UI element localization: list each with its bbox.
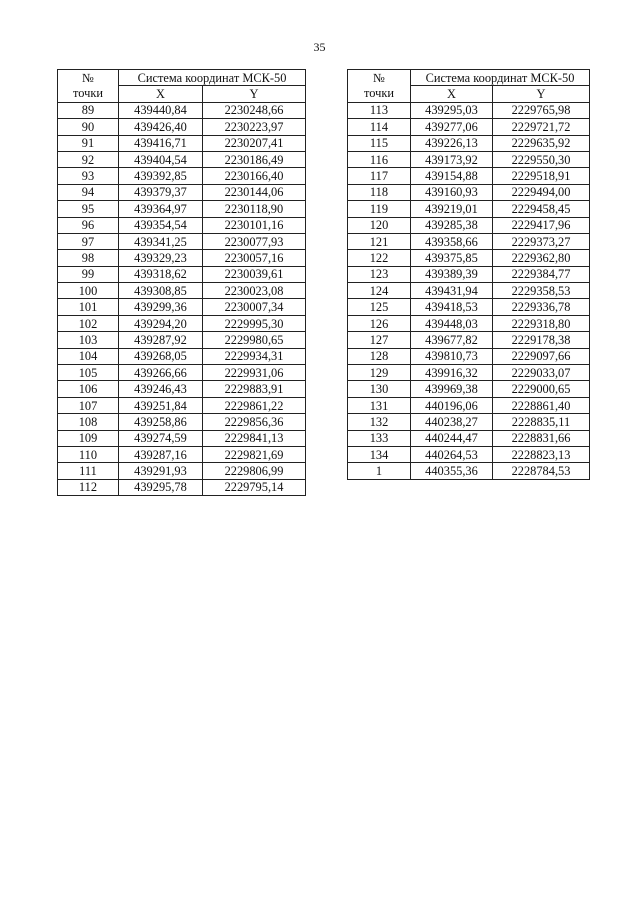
y-coordinate-cell: 2228835,11: [493, 414, 590, 430]
y-coordinate-cell: 2229318,80: [493, 315, 590, 331]
table-row: [348, 283, 590, 299]
table-row: [348, 430, 590, 446]
x-coordinate-cell: 439295,78: [119, 479, 203, 495]
point-number-cell: 130: [348, 381, 411, 397]
table-row: [58, 266, 306, 282]
y-coordinate-cell: 2230186,49: [203, 151, 306, 167]
y-coordinate-cell: 2229000,65: [493, 381, 590, 397]
y-coordinate-cell: 2230223,97: [203, 119, 306, 135]
y-coordinate-cell: 2229494,00: [493, 184, 590, 200]
table-row: [348, 348, 590, 364]
y-coordinate-cell: 2229178,38: [493, 332, 590, 348]
x-coordinate-cell: 439266,66: [119, 365, 203, 381]
table-row: [348, 151, 590, 167]
point-number-cell: 97: [58, 233, 119, 249]
table-row: [348, 201, 590, 217]
x-coordinate-cell: 439404,54: [119, 151, 203, 167]
table-row: [348, 184, 590, 200]
x-column-header: X: [411, 86, 493, 102]
table-row: [348, 397, 590, 413]
table-row: [348, 119, 590, 135]
x-column-header: X: [119, 86, 203, 102]
table-row: [348, 332, 590, 348]
y-coordinate-cell: 2229097,66: [493, 348, 590, 364]
table-row: [58, 397, 306, 413]
x-coordinate-cell: 439287,92: [119, 332, 203, 348]
x-coordinate-cell: 439364,97: [119, 201, 203, 217]
table-header-row: [58, 70, 306, 86]
point-number-cell: 131: [348, 397, 411, 413]
table-row: [58, 250, 306, 266]
point-number-header-label: точки: [72, 85, 103, 100]
x-coordinate-cell: 439287,16: [119, 446, 203, 462]
point-number-cell: 90: [58, 119, 119, 135]
point-number-cell: 125: [348, 299, 411, 315]
x-coordinate-cell: 439173,92: [411, 151, 493, 167]
y-coordinate-cell: 2229518,91: [493, 168, 590, 184]
table-row: [58, 479, 306, 495]
point-number-header-label: точки: [363, 85, 394, 100]
x-coordinate-cell: 439379,37: [119, 184, 203, 200]
y-coordinate-cell: 2229550,30: [493, 151, 590, 167]
x-coordinate-cell: 439294,20: [119, 315, 203, 331]
point-number-cell: 133: [348, 430, 411, 446]
y-coordinate-cell: 2229856,36: [203, 414, 306, 430]
x-coordinate-cell: 439440,84: [119, 102, 203, 118]
table-row: [58, 151, 306, 167]
y-coordinate-cell: 2229336,78: [493, 299, 590, 315]
point-number-cell: 118: [348, 184, 411, 200]
y-coordinate-cell: 2230023,08: [203, 283, 306, 299]
table-row: [348, 315, 590, 331]
table-row: [348, 266, 590, 282]
coordinates-table-body-left: [58, 102, 306, 495]
table-row: [348, 381, 590, 397]
table-row: [348, 414, 590, 430]
x-coordinate-cell: 439810,73: [411, 348, 493, 364]
point-number-header: [348, 70, 411, 103]
table-row: [348, 463, 590, 479]
point-number-cell: 123: [348, 266, 411, 282]
x-coordinate-cell: 439969,38: [411, 381, 493, 397]
point-number-cell: 116: [348, 151, 411, 167]
coordinates-table-left: [57, 69, 306, 496]
table-row: [58, 365, 306, 381]
point-number-cell: 108: [58, 414, 119, 430]
table-row: [58, 332, 306, 348]
x-coordinate-cell: 439274,59: [119, 430, 203, 446]
point-number-cell: 117: [348, 168, 411, 184]
y-coordinate-cell: 2228861,40: [493, 397, 590, 413]
y-coordinate-cell: 2229362,80: [493, 250, 590, 266]
x-coordinate-cell: 439318,62: [119, 266, 203, 282]
point-number-cell: 99: [58, 266, 119, 282]
table-row: [58, 119, 306, 135]
x-coordinate-cell: 439154,88: [411, 168, 493, 184]
table-row: [348, 233, 590, 249]
y-coordinate-cell: 2229841,13: [203, 430, 306, 446]
x-coordinate-cell: 439226,13: [411, 135, 493, 151]
y-coordinate-cell: 2229384,77: [493, 266, 590, 282]
y-coordinate-cell: 2229934,31: [203, 348, 306, 364]
point-number-cell: 91: [58, 135, 119, 151]
table-row: [58, 348, 306, 364]
x-coordinate-cell: 439389,39: [411, 266, 493, 282]
y-coordinate-cell: 2229861,22: [203, 397, 306, 413]
y-coordinate-cell: 2228831,66: [493, 430, 590, 446]
table-row: [58, 446, 306, 462]
point-number-cell: 111: [58, 463, 119, 479]
table-row: [58, 283, 306, 299]
y-coordinate-cell: 2230166,40: [203, 168, 306, 184]
coordinates-table-right: [347, 69, 590, 480]
y-coordinate-cell: 2229883,91: [203, 381, 306, 397]
point-number-cell: 124: [348, 283, 411, 299]
y-coordinate-cell: 2230039,61: [203, 266, 306, 282]
y-coordinate-cell: 2229033,07: [493, 365, 590, 381]
point-number-cell: 113: [348, 102, 411, 118]
table-row: [58, 463, 306, 479]
point-number-cell: 128: [348, 348, 411, 364]
y-coordinate-cell: 2229417,96: [493, 217, 590, 233]
coordinate-system-header: Система координат МСК-50: [411, 70, 590, 86]
x-coordinate-cell: 439160,93: [411, 184, 493, 200]
y-coordinate-cell: 2230007,34: [203, 299, 306, 315]
y-coordinate-cell: 2229765,98: [493, 102, 590, 118]
y-coordinate-cell: 2230077,93: [203, 233, 306, 249]
table-row: [58, 201, 306, 217]
point-number-cell: 126: [348, 315, 411, 331]
x-coordinate-cell: 439418,53: [411, 299, 493, 315]
x-coordinate-cell: 439448,03: [411, 315, 493, 331]
x-coordinate-cell: 440264,53: [411, 446, 493, 462]
y-coordinate-cell: 2229373,27: [493, 233, 590, 249]
y-coordinate-cell: 2230118,90: [203, 201, 306, 217]
table-row: [58, 299, 306, 315]
table-row: [58, 430, 306, 446]
table-row: [58, 233, 306, 249]
y-coordinate-cell: 2229635,92: [493, 135, 590, 151]
point-number-cell: 120: [348, 217, 411, 233]
point-number-cell: 92: [58, 151, 119, 167]
x-coordinate-cell: 439299,36: [119, 299, 203, 315]
table-row: [58, 135, 306, 151]
table-row: [348, 135, 590, 151]
point-number-cell: 110: [58, 446, 119, 462]
point-number-cell: 121: [348, 233, 411, 249]
table-row: [348, 365, 590, 381]
x-coordinate-cell: 439277,06: [411, 119, 493, 135]
x-coordinate-cell: 439375,85: [411, 250, 493, 266]
table-row: [348, 250, 590, 266]
y-coordinate-cell: 2230207,41: [203, 135, 306, 151]
point-number-cell: 114: [348, 119, 411, 135]
y-coordinate-cell: 2230248,66: [203, 102, 306, 118]
point-number-cell: 102: [58, 315, 119, 331]
x-coordinate-cell: 439219,01: [411, 201, 493, 217]
point-number-cell: 94: [58, 184, 119, 200]
x-coordinate-cell: 439295,03: [411, 102, 493, 118]
x-coordinate-cell: 440238,27: [411, 414, 493, 430]
table-row: [58, 381, 306, 397]
point-number-cell: 89: [58, 102, 119, 118]
x-coordinate-cell: 439358,66: [411, 233, 493, 249]
point-number-cell: 109: [58, 430, 119, 446]
y-coordinate-cell: 2229821,69: [203, 446, 306, 462]
table-row: [348, 168, 590, 184]
x-coordinate-cell: 439285,38: [411, 217, 493, 233]
y-coordinate-cell: 2228784,53: [493, 463, 590, 479]
y-coordinate-cell: 2229458,45: [493, 201, 590, 217]
point-number-cell: 134: [348, 446, 411, 462]
y-coordinate-cell: 2230144,06: [203, 184, 306, 200]
x-coordinate-cell: 439431,94: [411, 283, 493, 299]
point-number-cell: 112: [58, 479, 119, 495]
table-row: [58, 414, 306, 430]
x-coordinate-cell: 439258,86: [119, 414, 203, 430]
table-row: [348, 102, 590, 118]
point-number-cell: 100: [58, 283, 119, 299]
point-number-cell: 1: [348, 463, 411, 479]
x-coordinate-cell: 439268,05: [119, 348, 203, 364]
table-row: [58, 184, 306, 200]
x-coordinate-cell: 439341,25: [119, 233, 203, 249]
point-number-cell: 129: [348, 365, 411, 381]
point-number-cell: 103: [58, 332, 119, 348]
point-number-header: [58, 70, 119, 103]
point-number-header-symbol: №: [373, 70, 385, 85]
x-coordinate-cell: 439308,85: [119, 283, 203, 299]
x-coordinate-cell: 439291,93: [119, 463, 203, 479]
x-coordinate-cell: 439426,40: [119, 119, 203, 135]
y-coordinate-cell: 2229980,65: [203, 332, 306, 348]
point-number-cell: 96: [58, 217, 119, 233]
y-column-header: Y: [203, 86, 306, 102]
point-number-cell: 106: [58, 381, 119, 397]
x-coordinate-cell: 439246,43: [119, 381, 203, 397]
table-row: [348, 446, 590, 462]
table-row: [58, 168, 306, 184]
x-coordinate-cell: 439677,82: [411, 332, 493, 348]
x-coordinate-cell: 439392,85: [119, 168, 203, 184]
y-coordinate-cell: 2228823,13: [493, 446, 590, 462]
point-number-cell: 119: [348, 201, 411, 217]
y-coordinate-cell: 2230101,16: [203, 217, 306, 233]
y-coordinate-cell: 2229995,30: [203, 315, 306, 331]
table-row: [348, 299, 590, 315]
point-number-cell: 122: [348, 250, 411, 266]
y-coordinate-cell: 2229806,99: [203, 463, 306, 479]
table-header-row: [348, 70, 590, 86]
x-coordinate-cell: 440196,06: [411, 397, 493, 413]
point-number-cell: 95: [58, 201, 119, 217]
x-coordinate-cell: 439916,32: [411, 365, 493, 381]
x-coordinate-cell: 439329,23: [119, 250, 203, 266]
point-number-cell: 101: [58, 299, 119, 315]
y-coordinate-cell: 2229931,06: [203, 365, 306, 381]
table-row: [58, 217, 306, 233]
point-number-cell: 115: [348, 135, 411, 151]
coordinates-table-body-right: [348, 102, 590, 479]
y-column-header: Y: [493, 86, 590, 102]
y-coordinate-cell: 2229358,53: [493, 283, 590, 299]
table-row: [58, 102, 306, 118]
point-number-cell: 98: [58, 250, 119, 266]
x-coordinate-cell: 440244,47: [411, 430, 493, 446]
x-coordinate-cell: 440355,36: [411, 463, 493, 479]
y-coordinate-cell: 2230057,16: [203, 250, 306, 266]
x-coordinate-cell: 439354,54: [119, 217, 203, 233]
point-number-header-symbol: №: [82, 70, 94, 85]
x-coordinate-cell: 439416,71: [119, 135, 203, 151]
coordinate-system-header: Система координат МСК-50: [119, 70, 306, 86]
point-number-cell: 104: [58, 348, 119, 364]
x-coordinate-cell: 439251,84: [119, 397, 203, 413]
point-number-cell: 93: [58, 168, 119, 184]
point-number-cell: 107: [58, 397, 119, 413]
table-row: [348, 217, 590, 233]
y-coordinate-cell: 2229721,72: [493, 119, 590, 135]
point-number-cell: 132: [348, 414, 411, 430]
y-coordinate-cell: 2229795,14: [203, 479, 306, 495]
point-number-cell: 105: [58, 365, 119, 381]
table-row: [58, 315, 306, 331]
page-number: 35: [313, 40, 326, 54]
point-number-cell: 127: [348, 332, 411, 348]
